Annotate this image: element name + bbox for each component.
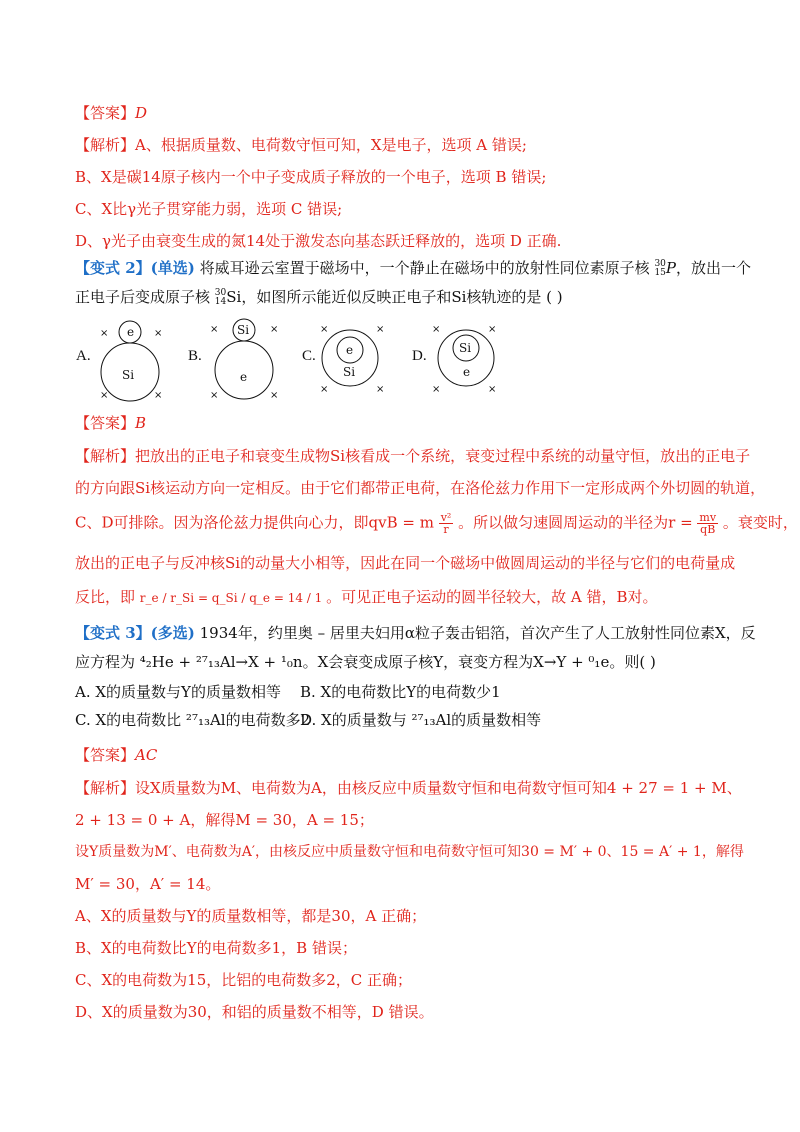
q1-analysis-line-2: B、X是碳14原子核内一个中子变成质子释放的一个电子，选项 B 错误;	[75, 168, 547, 186]
option-c-label: C.	[302, 348, 316, 364]
option-a-label: A.	[76, 348, 91, 364]
q3-option-b: B. X的电荷数比Y的电荷数少1	[300, 683, 501, 701]
q1-analysis-line-3: C、X比γ光子贯穿能力弱，选项 C 错误;	[75, 200, 343, 218]
q2-diagrams	[70, 318, 540, 402]
option-b-label: B.	[188, 348, 202, 364]
svg-text:×: ×	[488, 384, 497, 395]
q3-stem-line-2: 应方程为 ⁴₂He + ²⁷₁₃Al→X + ¹₀n。X会衰变成原子核Y，衰变方程为X→Y + ⁰₁e。则( )	[75, 653, 656, 671]
q3-analysis-line-2: 2 + 13 = 0 + A，解得M = 30，A = 15；	[75, 811, 374, 829]
analysis-text: 设X质量数为M、电荷数为A，由核反应中质量数守恒和电荷数守恒可知4 + 27 = 1 + M、	[135, 779, 742, 797]
stem-text: 正电子后变成原子核	[75, 288, 211, 306]
stem-text: 将威耳逊云室置于磁场中，一个静止在磁场中的放射性同位素原子核	[199, 259, 650, 277]
q3-option-c: C. X的电荷数比 ²⁷₁₃Al的电荷数多2	[75, 711, 311, 729]
q1-analysis-line-4: D、γ光子由衰变生成的氮14处于激发态向基态跃迁释放的，选项 D 正确.	[75, 232, 562, 250]
svg-text:×: ×	[488, 324, 497, 335]
q3-analysis-line-5: A、X的质量数与Y的质量数相等，都是30，A 正确；	[75, 907, 427, 925]
small-circle-label: Si	[237, 323, 250, 337]
q2-analysis-line-1	[75, 446, 750, 466]
analysis-label: 【解析】	[75, 447, 136, 465]
svg-text:×: ×	[270, 324, 279, 335]
svg-text:×: ×	[432, 324, 441, 335]
option-d-label: D.	[412, 348, 427, 364]
svg-text:×: ×	[154, 328, 163, 339]
answer-label: 【答案】	[75, 104, 136, 122]
analysis-label: 【解析】	[75, 779, 136, 797]
diagram-d	[430, 318, 540, 402]
nuclide-si: 30 14	[214, 288, 227, 307]
fraction-v2-over-r: $\frac{\text{v²}}{r}$	[440, 511, 452, 536]
q3-stem-line-1	[75, 623, 756, 643]
q3-analysis-line-7: C、X的电荷数为15，比铝的电荷数多2，C 正确；	[75, 971, 413, 989]
svg-text:×: ×	[100, 390, 109, 401]
q3-analysis-line-8: D、X的质量数为30，和铝的质量数不相等，D 错误。	[75, 1003, 434, 1021]
small-circle-label: e	[346, 343, 354, 357]
q3-analysis-line-3: 设Y质量数为M′、电荷数为A′，由核反应中质量数守恒和电荷数守恒可知30 = M′ + 0、15 = A′ + 1，解得	[75, 844, 744, 860]
q2-answer-line	[75, 413, 146, 433]
q1-analysis-line-1	[75, 135, 527, 155]
answer-label: 【答案】	[75, 746, 136, 764]
large-circle-label: e	[463, 365, 471, 379]
analysis-text: A、根据质量数、电荷数守恒可知，X是电子，选项 A 错误;	[135, 136, 527, 154]
svg-text:×: ×	[100, 328, 109, 339]
q3-answer-line	[75, 745, 157, 765]
large-circle-label: e	[240, 370, 248, 384]
svg-text:×: ×	[210, 390, 219, 401]
svg-text:×: ×	[376, 324, 385, 335]
q2-stem-line-2: 正电子后变成原子核 30 14Si，如图所示能近似反映正电子和Si核轨迹的是 ( )	[75, 288, 563, 307]
question-tag: 【变式 3】(多选)	[75, 624, 195, 642]
small-circle-label: e	[127, 325, 135, 339]
svg-text:×: ×	[270, 390, 279, 401]
q3-analysis-line-4: M′ = 30，A′ = 14。	[75, 875, 221, 893]
large-circle-label: Si	[122, 368, 135, 382]
q2-analysis-line-2: 的方向跟Si核运动方向一定相反。由于它们都带正电荷，在洛伦兹力作用下一定形成两个外切圆的轨道，	[75, 479, 766, 497]
analysis-text: 把放出的正电子和衰变生成物Si核看成一个系统，衰变过程中系统的动量守恒，放出的正电子	[135, 447, 751, 465]
svg-text:×: ×	[154, 390, 163, 401]
q3-option-a: A. X的质量数与Y的质量数相等	[75, 683, 281, 701]
question-tag: 【变式 2】(单选)	[75, 259, 195, 277]
q3-analysis-line-6: B、X的电荷数比Y的电荷数多1，B 错误；	[75, 939, 357, 957]
svg-text:×: ×	[210, 324, 219, 335]
answer-value: AC	[135, 746, 158, 764]
q3-option-d: D. X的质量数与 ²⁷₁₃Al的质量数相等	[300, 711, 542, 729]
ratio-expression: r_e / r_Si = q_Si / q_e = 14 / 1	[139, 591, 323, 605]
answer-value: D	[135, 104, 148, 122]
nuclide-p: 30 15	[654, 259, 666, 278]
svg-text:×: ×	[320, 384, 329, 395]
fraction-mv-over-qb: $\frac{mv}{qB}$	[699, 511, 717, 536]
stem-text: 1934年，约里奥 – 居里夫妇用α粒子轰击铝箔，首次产生了人工放射性同位素X，反	[199, 624, 756, 642]
q2-analysis-line-3: C、D可排除。因为洛伦兹力提供向心力，即qvB = m $\frac{\text{v²}}{r}$ 。所以做匀速圆周运动的半径为r = $\frac{mv}{qB}$ 。衰变时，	[75, 511, 798, 536]
q3-analysis-line-1	[75, 778, 742, 798]
q2-analysis-line-4: 放出的正电子与反冲核Si的动量大小相等，因此在同一个磁场中做圆周运动的半径与它们的电荷量成	[75, 554, 736, 572]
q2-stem-line-1: 【变式 2】(单选) 将威耳逊云室置于磁场中，一个静止在磁场中的放射性同位素原子核 30 15P，放出一个	[75, 259, 751, 278]
svg-text:×: ×	[432, 384, 441, 395]
answer-label: 【答案】	[75, 414, 136, 432]
q2-analysis-line-5: 反比，即 r_e / r_Si = q_Si / q_e = 14 / 1 。可见正电子运动的圆半径较大，故 A 错，B对。	[75, 588, 658, 606]
large-circle-label: Si	[343, 365, 356, 379]
small-circle-label: Si	[459, 341, 472, 355]
svg-text:×: ×	[320, 324, 329, 335]
q1-answer-line	[75, 103, 147, 123]
answer-value: B	[135, 414, 147, 432]
svg-text:×: ×	[376, 384, 385, 395]
analysis-label: 【解析】	[75, 136, 136, 154]
